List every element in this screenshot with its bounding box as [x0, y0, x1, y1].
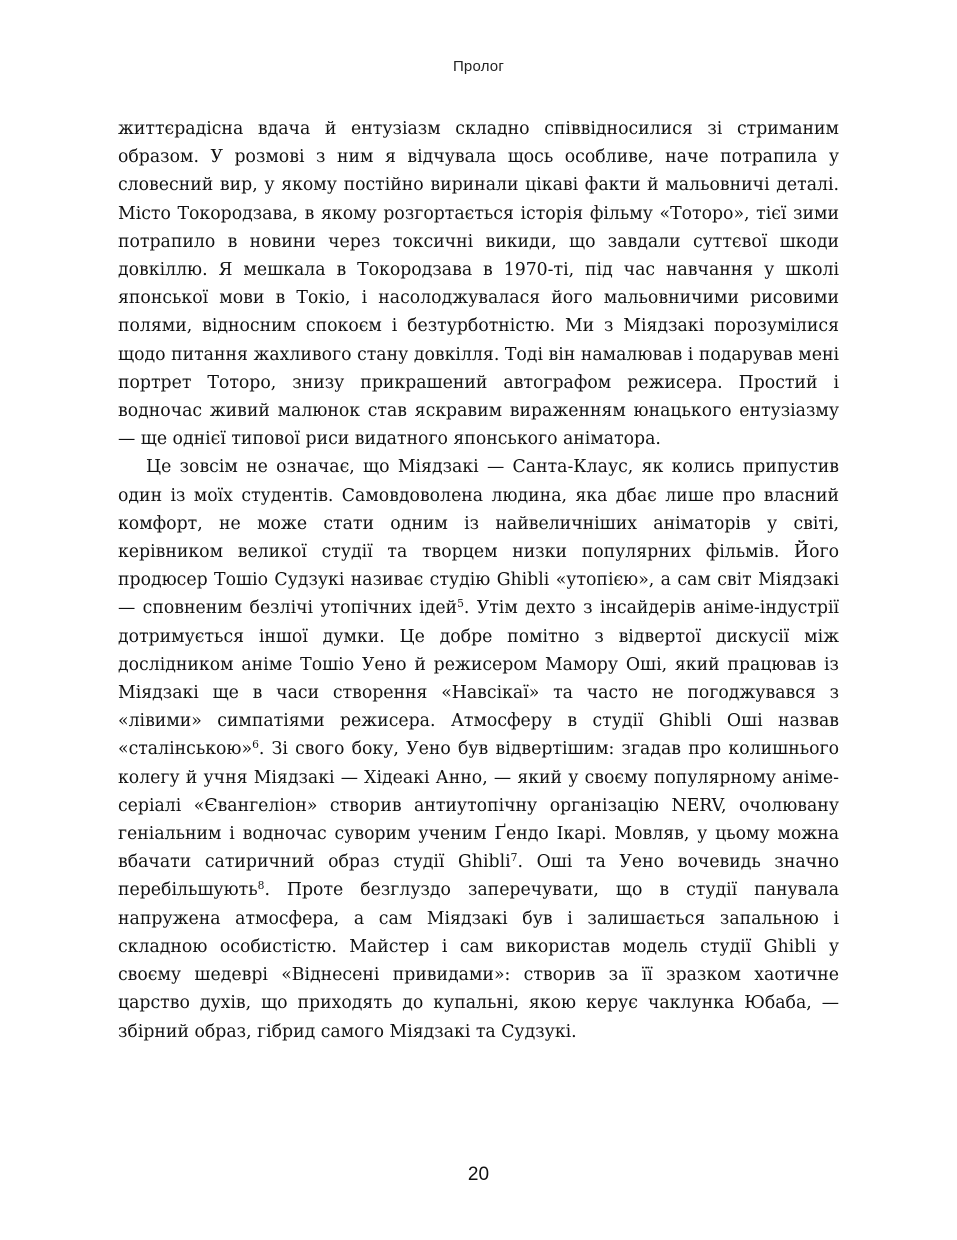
- running-title: Пролог: [452, 58, 505, 75]
- text-run: . Проте безглуздо заперечувати, що в студії панувала напружена атмосфера, а сам Міядзакі був і залишається запальною і складною особистістю. Майстер і сам використав модель студії Ghibli у своєму шедеврі «Віднесені привидами»: створив за її зразком хаотичне царство духів, що приходять до купальні, якою керує чаклунка Юбаба, — збірний образ, гібрид самого Міядзакі та Судзукі.: [118, 880, 839, 1042]
- paragraph: [118, 453, 839, 1045]
- page-number: 20: [467, 1164, 490, 1185]
- paragraph: [118, 115, 839, 453]
- footnote-ref: 6: [252, 738, 259, 752]
- body-text: [118, 115, 839, 1046]
- text-run: . Зі свого боку, Уено був відвертішим: згадав про колишнього колегу й учня Міядзакі — Хідеакі Анно, — який у своєму популярному аніме-серіалі «Євангеліон» створив антиутопічну організацію NERV, очолювану геніальним і водночас суворим ученим Ґендо Ікарі. Мовляв, у цьому можна вбачати сатиричний образ студії Ghibli: [118, 739, 839, 873]
- footnote-ref: 5: [457, 597, 464, 611]
- text-run: . Оші та Уено вочевидь значно перебільшують: [118, 852, 839, 901]
- text-run: . Утім дехто з інсайдерів аніме-індустрії дотримується іншої думки. Це добре помітно з відвертої дискусії між дослідником аніме Тошіо Уено й режисером Мамору Оші, який працював із Міядзакі ще в часи створення «Навсікаї» та часто не погоджувався з «лівими» симпатіями режисера. Атмосферу в студії Ghibli Оші назвав «сталінською»: [118, 598, 839, 760]
- text-run: життєрадісна вдача й ентузіазм складно співвідносилися зі стриманим образом. У розмові з ним я відчувала щось особливе, наче потрапила у словесний вир, у якому постійно виринали цікаві факти й мальовничі деталі. Місто Токородзава, в якому розгортається історія фільму «Тоторо», тієї зими потрапило в новини через токсичні викиди, що завдали суттєвої шкоди довкіллю. Я мешкала в Токородзава в 1970-ті, під час навчання у школі японської мови в Токіо, і насолоджувалася його мальовничими рисовими полями, відносним спокоєм і безтурботністю. Ми з Міядзакі порозумілися щодо питання жахливого стану довкілля. Тоді він намалював і подарував мені портрет Тоторо, знизу прикрашений автографом режисера. Простий і водночас живий малюнок став яскравим вираженням юнацького ентузіазму — ще однієї типової риси видатного японського аніматора.: [118, 119, 839, 450]
- footnote-ref: 8: [257, 879, 265, 893]
- text-run: Це зовсім не означає, що Міядзакі — Санта-Клаус, як колись припустив один із моїх студентів. Самовдоволена людина, яка дбає лише про власний комфорт, не може стати одним із найвеличніших аніматорів у світі, керівником великої студії та творцем низки популярних фільмів. Його продюсер Тошіо Судзукі називає студію Ghibli «утопією», а сам світ Міядзакі — сповненим безлічі утопічних ідей: [118, 457, 839, 619]
- footnote-ref: 7: [510, 851, 518, 865]
